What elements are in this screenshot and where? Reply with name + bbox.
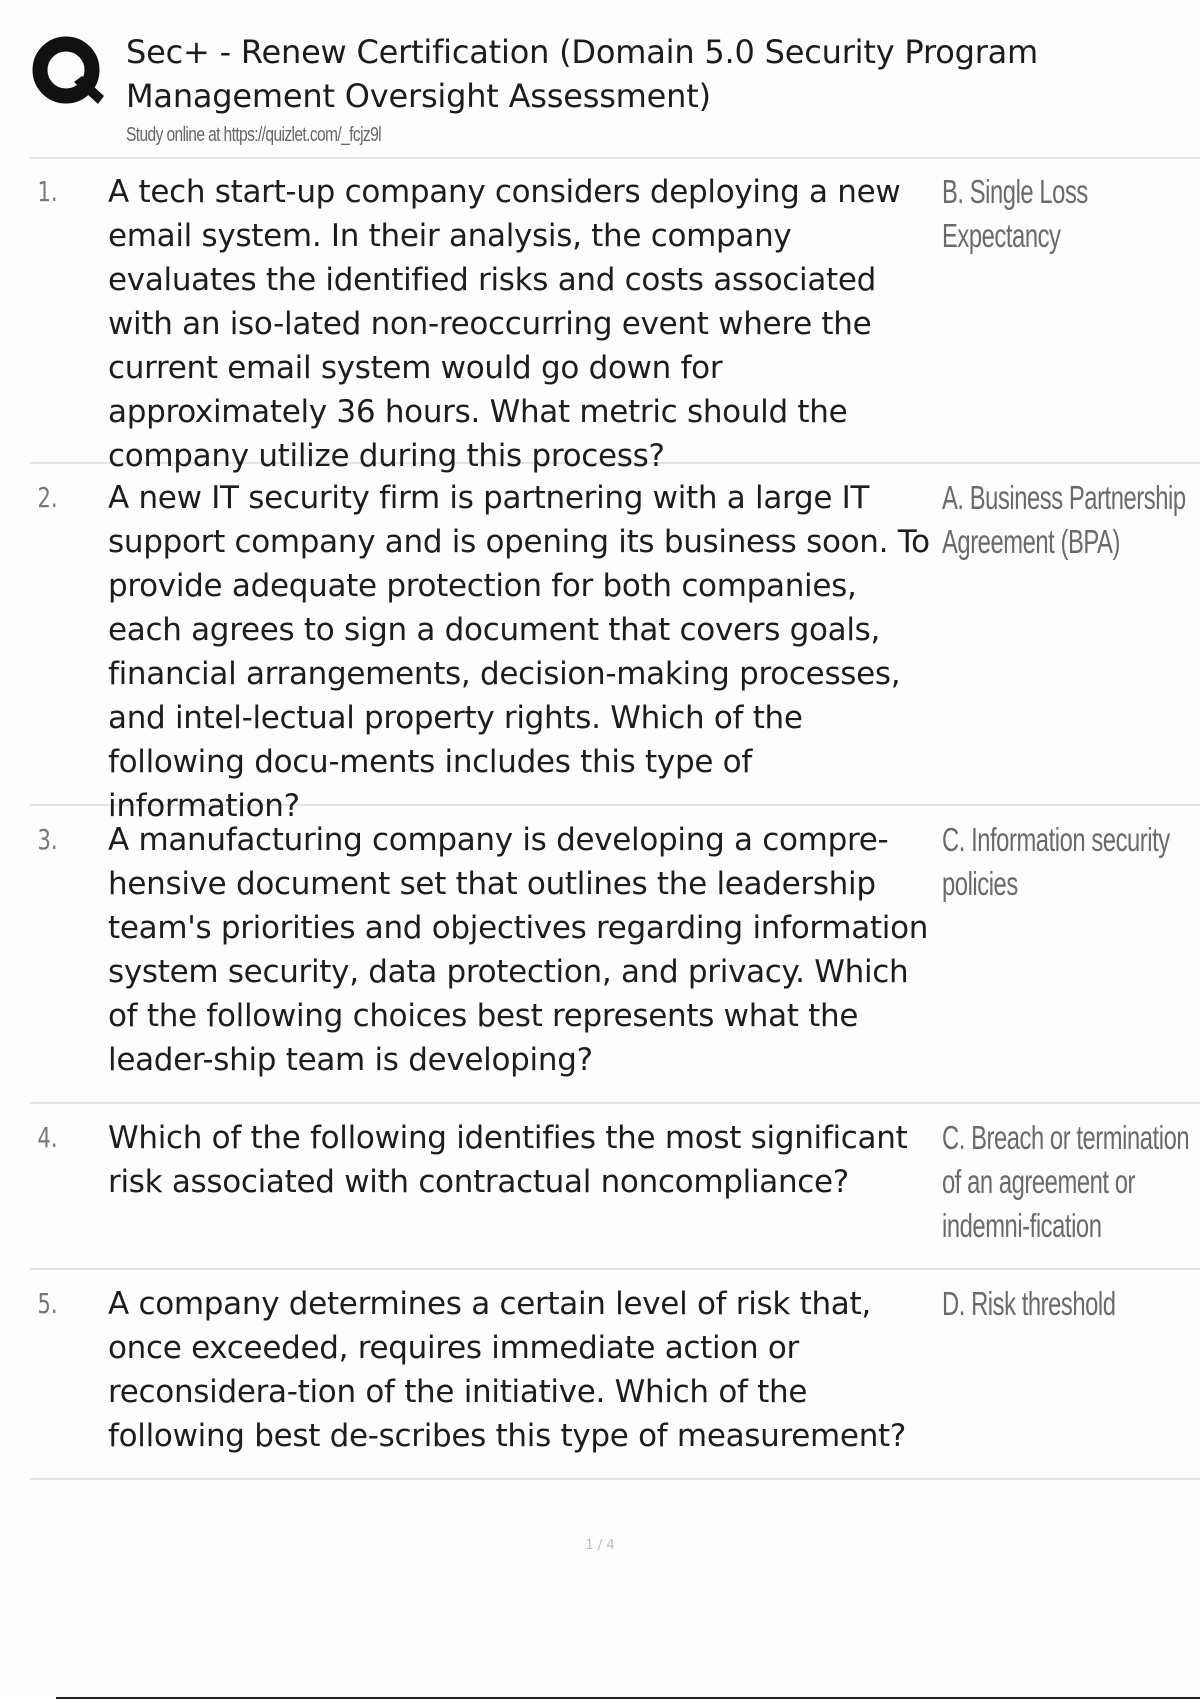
title-block <box>126 30 1200 147</box>
card-number: 5. <box>37 1287 58 1320</box>
card-answer: C. Breach or termination of an agreement or indemni-fication <box>942 1119 1190 1244</box>
flashcard-row <box>30 464 1200 824</box>
flashcard-row <box>30 1104 1200 1270</box>
card-number: 3. <box>37 823 58 856</box>
document-header <box>30 30 1200 147</box>
card-question: Which of the following identifies the most significant risk associated with contractual noncompliance? <box>108 1120 908 1200</box>
card-question: A new IT security firm is partnering with a large IT support company and is opening its business soon. To provide adequate protection for both companies, each agrees to sign a document that covers goals, financial arrangements, decision-making processes, and intel-lectual property rights. Which of the following docu-ments includes this type of information? <box>108 480 930 824</box>
flashcard-row <box>30 806 1200 1104</box>
card-number: 2. <box>37 481 58 514</box>
flashcard-list <box>30 158 1200 1480</box>
flashcard-row <box>30 1270 1200 1480</box>
quizlet-logo-icon <box>30 34 106 110</box>
card-question: A company determines a certain level of risk that, once exceeded, requires immediate action or reconsidera-tion of the initiative. Which of the following best de-scribes this type of measurement? <box>108 1286 907 1454</box>
card-answer: C. Information security policies <box>942 821 1170 902</box>
page-title: Sec+ - Renew Certification (Domain 5.0 Security Program Management Oversight Assessment) <box>126 33 1039 115</box>
card-answer: B. Single Loss Expectancy <box>942 173 1088 254</box>
flashcard-row <box>30 158 1200 474</box>
card-question: A tech start-up company considers deploying a new email system. In their analysis, the company evaluates the identified risks and costs associated with an iso-lated non-reoccurring event where the current email system would go down for approximately 36 hours. What metric should the company utilize during this process? <box>108 174 901 474</box>
bottom-divider <box>56 1697 1200 1699</box>
page-number: 1 / 4 <box>585 1538 615 1553</box>
card-answer: A. Business Partnership Agreement (BPA) <box>942 479 1186 560</box>
study-online-link[interactable]: Study online at https://quizlet.com/_fcjz9l <box>126 124 381 146</box>
card-answer: D. Risk threshold <box>942 1285 1116 1322</box>
card-number: 4. <box>37 1121 58 1154</box>
card-number: 1. <box>37 175 58 208</box>
card-question: A manufacturing company is developing a compre-hensive document set that outlines the leadership team's priorities and objectives regarding information system security, data protection, and privacy. Which of the following choices best represents what the leader-ship team is developing? <box>108 822 929 1078</box>
